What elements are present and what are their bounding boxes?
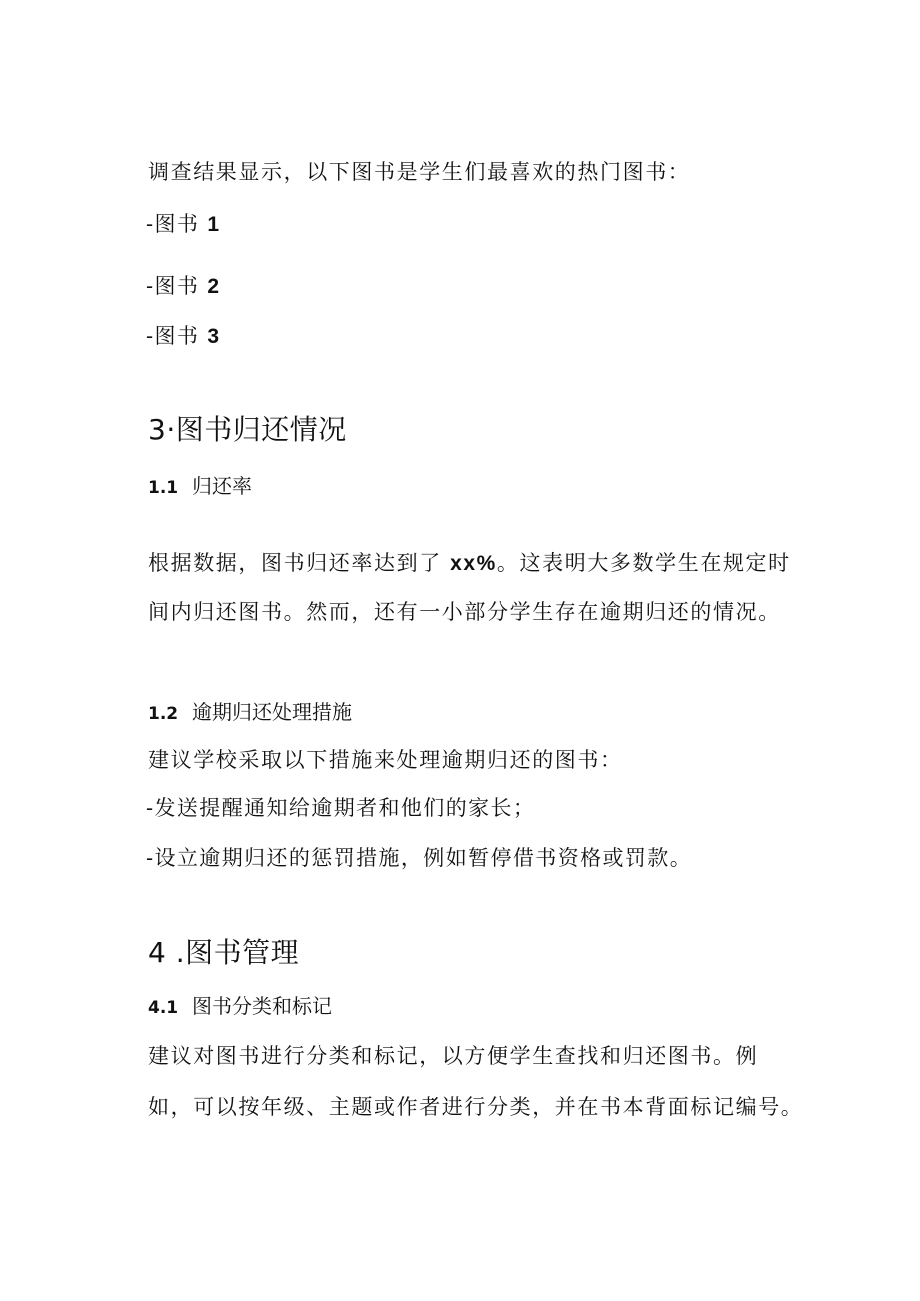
paragraph: 建议学校采取以下措施来处理逾期归还的图书：	[148, 748, 623, 772]
text-segment: 。这表明大多数学生在规定时	[496, 551, 791, 575]
list-item-number: 1	[207, 213, 221, 236]
subsection-number: 1.1	[148, 478, 179, 498]
list-item: -发送提醒通知给逾期者和他们的家长；	[146, 796, 536, 820]
subsection-heading	[148, 996, 332, 1017]
list-item	[146, 326, 220, 347]
list-item	[146, 276, 220, 297]
paragraph-line	[148, 553, 791, 574]
text-segment: 根据数据，图书归还率达到了	[148, 551, 451, 575]
list-item: -设立逾期归还的惩罚措施，例如暂停借书资格或罚款。	[146, 846, 693, 870]
list-item	[146, 214, 220, 235]
subsection-title: 归还率	[192, 474, 252, 498]
paragraph-line: 建议对图书进行分类和标记，以方便学生查找和归还图书。例	[148, 1044, 759, 1068]
subsection-heading	[148, 702, 352, 723]
section-heading: 3·图书归还情况	[148, 413, 347, 446]
list-item-number: 3	[207, 325, 221, 348]
list-item-prefix: -图书	[146, 324, 208, 348]
subsection-number: 1.2	[148, 704, 179, 724]
list-item-prefix: -图书	[146, 212, 208, 236]
paragraph-line: 间内归还图书。然而，还有一小部分学生存在逾期归还的情况。	[148, 600, 781, 624]
list-item-number: 2	[207, 275, 221, 298]
return-rate-value: xx%	[450, 552, 497, 575]
intro-paragraph: 调查结果显示，以下图书是学生们最喜欢的热门图书：	[148, 160, 691, 184]
subsection-title: 逾期归还处理措施	[192, 700, 352, 724]
subsection-heading	[148, 476, 252, 497]
subsection-title: 图书分类和标记	[192, 994, 332, 1018]
subsection-number: 4.1	[148, 998, 179, 1018]
list-item-prefix: -图书	[146, 274, 208, 298]
paragraph-line: 如，可以按年级、主题或作者进行分类，并在书本背面标记编号。	[148, 1095, 804, 1119]
section-heading: 4 .图书管理	[148, 936, 300, 969]
